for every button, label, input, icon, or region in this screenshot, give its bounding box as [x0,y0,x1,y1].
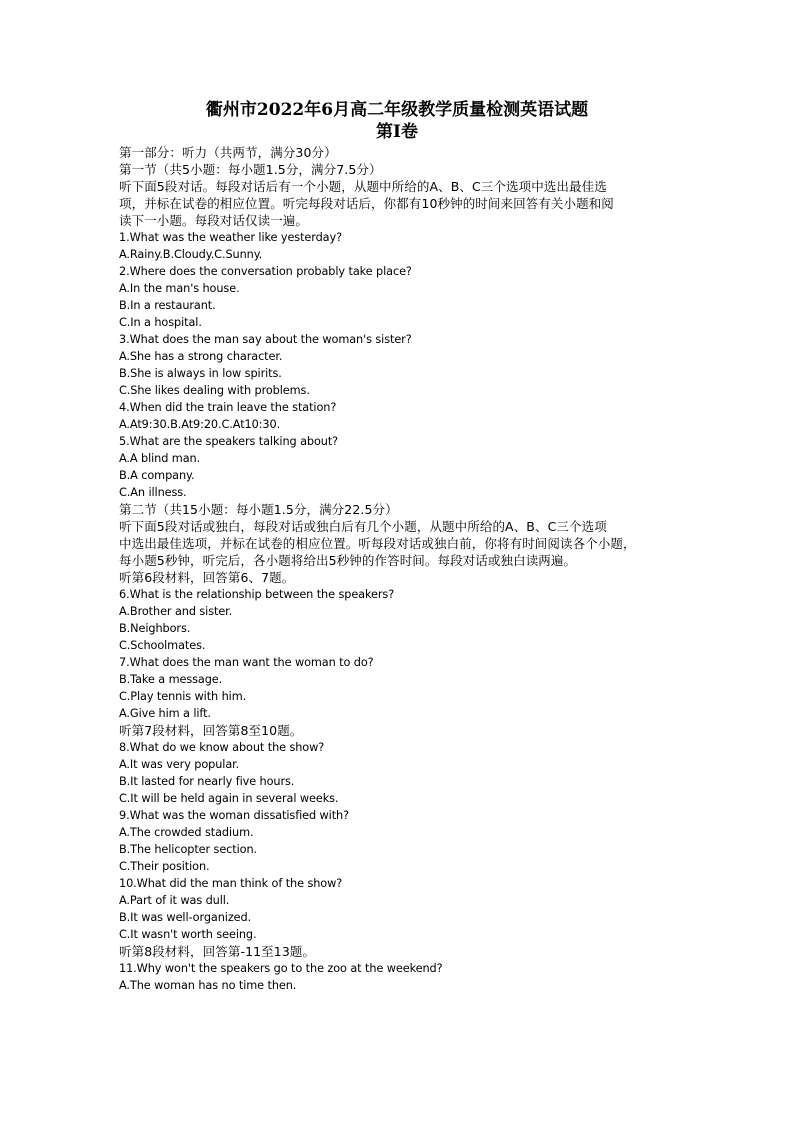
text-line: B.In a restaurant. [119,299,216,312]
text-line: 听第8段材料，回答第-11至13题。 [119,944,316,959]
text-line: C.It will be held again in several weeks. [119,792,339,805]
text-line: A.The crowded stadium. [119,826,254,839]
text-line: A.Brother and sister. [119,605,233,618]
text-line: 10.What did the man think of the show? [119,877,343,890]
text-line: A.A blind man. [119,452,201,465]
text-line: 听第7段材料，回答第8至10题。 [119,723,303,738]
text-line: C.Play tennis with him. [119,690,247,703]
text-line: 5.What are the speakers talking about? [119,435,339,448]
text-line: 听下面5段对话。每段对话后有一个小题，从题中所给的A、B、C三个选项中选出最佳选 [119,179,607,194]
text-line: 听第6段材料，回答第6、7题。 [119,570,295,585]
text-line: 3.What does the man say about the woman's sister? [119,333,412,346]
text-line: A.It was very popular. [119,758,240,771]
text-line: C.Their position. [119,860,210,873]
text-line: C.Schoolmates. [119,639,206,652]
exam-title: 衢州市2022年6月高二年级教学质量检测英语试题 [205,100,589,120]
text-line: A.At9:30.B.At9:20.C.At10:30. [119,418,281,431]
text-line: 9.What was the woman dissatisfied with? [119,809,349,822]
text-line: A.Give him a lift. [119,707,211,720]
text-line: B.It was well-organized. [119,911,252,924]
text-line: 11.Why won't the speakers go to the zoo at the weekend? [119,962,443,975]
text-line: B.Neighbors. [119,622,191,635]
text-line: A.The woman has no time then. [119,979,297,992]
text-line: C.In a hospital. [119,316,202,329]
text-line: C.An illness. [119,486,187,499]
text-line: 6.What is the relationship between the speakers? [119,588,395,601]
text-line: C.It wasn't worth seeing. [119,928,257,941]
text-line: 第一节（共5小题：每小题1.5分，满分7.5分） [119,162,382,177]
text-line: A.She has a strong character. [119,350,283,363]
text-line: 1.What was the weather like yesterday? [119,231,342,244]
text-line: B.She is always in low spirits. [119,367,282,380]
text-line: 8.What do we know about the show? [119,741,325,754]
text-line: A.In the man's house. [119,282,240,295]
text-line: B.A company. [119,469,195,482]
text-line: 7.What does the man want the woman to do? [119,656,374,669]
text-line: A.Part of it was dull. [119,894,230,907]
text-line: A.Rainy.B.Cloudy.C.Sunny. [119,248,263,261]
text-line: C.She likes dealing with problems. [119,384,310,397]
text-line: 4.When did the train leave the station? [119,401,337,414]
exam-content [119,144,679,994]
volume-title: 第I卷 [376,122,418,142]
text-line: B.It lasted for nearly five hours. [119,775,295,788]
text-line: 听下面5段对话或独白，每段对话或独白后有几个小题，从题中所给的A、B、C三个选项 [119,519,607,534]
text-line: B.Take a message. [119,673,223,686]
text-line: 第二节（共15小题：每小题1.5分，满分22.5分） [119,502,398,517]
text-line: B.The helicopter section. [119,843,258,856]
text-line: 2.Where does the conversation probably take place? [119,265,412,278]
text-line: 中选出最佳选项，并标在试卷的相应位置。听每段对话或独白前，你将有时间阅读各个小题， [119,536,636,551]
text-line: 每小题5秒钟，听完后，各小题将给出5秒钟的作答时间。每段对话或独白读两遍。 [119,553,577,568]
text-line: 读下一小题。每段对话仅读一遍。 [119,213,309,228]
text-line: 第一部分：听力（共两节，满分30分） [119,145,337,160]
text-line: 项，并标在试卷的相应位置。听完每段对话后，你都有10秒钟的时间来回答有关小题和阅 [119,196,614,211]
